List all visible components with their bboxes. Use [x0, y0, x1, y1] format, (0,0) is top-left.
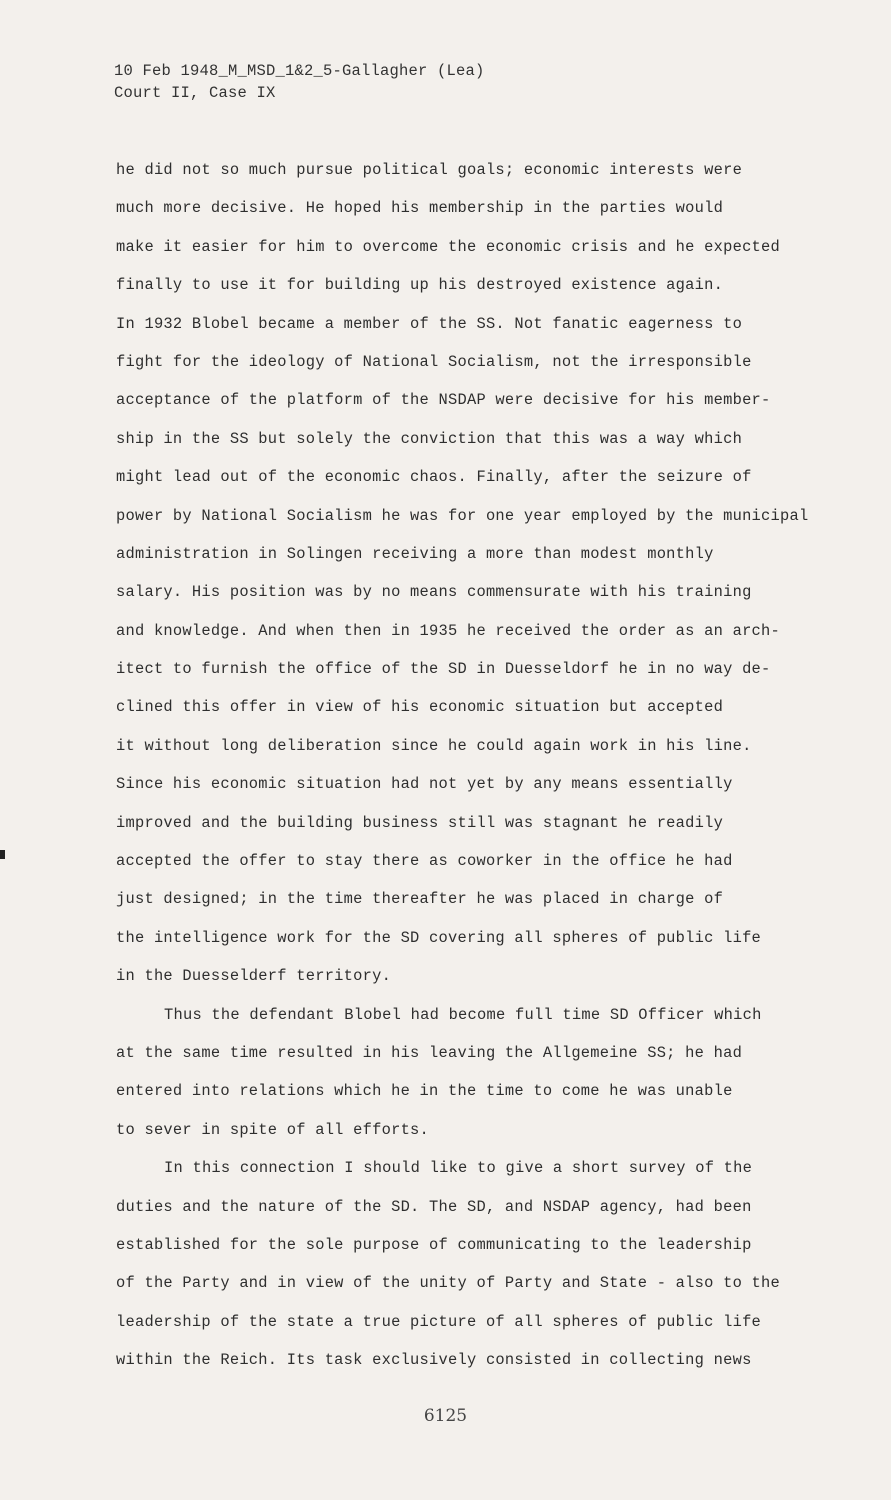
document-header [114, 60, 485, 104]
body-line: power by National Socialism he was for one year employed by the municipal [116, 506, 809, 525]
body-line: within the Reich. Its task exclusively consisted in collecting news [116, 1351, 752, 1370]
body-line: established for the sole purpose of communicating to the leadership [116, 1235, 752, 1254]
document-body [116, 156, 808, 1385]
body-line: he did not so much pursue political goals; economic interests were [116, 161, 743, 179]
body-line: Thus the defendant Blobel had become full time SD Officer which [164, 1005, 762, 1024]
body-line: accepted the offer to stay there as coworker in the office he had [116, 852, 733, 871]
body-line: salary. His position was by no means commensurate with his training [116, 583, 752, 602]
body-line: the intelligence work for the SD covering all spheres of public life [116, 928, 762, 947]
body-line: it without long deliberation since he could again work in his line. [116, 736, 752, 755]
margin-mark [0, 850, 5, 859]
header-session-line: 10 Feb 1948_M_MSD_1&2_5-Gallagher (Lea) [114, 62, 485, 80]
body-line: entered into relations which he in the time to come he was unable [116, 1082, 733, 1101]
body-line: Since his economic situation had not yet by any means essentially [116, 775, 733, 794]
body-line: ship in the SS but solely the conviction that this was a way which [116, 429, 743, 448]
body-line: in the Duesselderf territory. [116, 967, 392, 986]
body-line: and knowledge. And when then in 1935 he received the order as an arch- [116, 621, 781, 640]
body-line: acceptance of the platform of the NSDAP were decisive for his member- [116, 391, 771, 410]
body-line: clined this offer in view of his economic situation but accepted [116, 698, 724, 717]
body-line: administration in Solingen receiving a more than modest monthly [116, 544, 714, 563]
body-line: to sever in spite of all efforts. [116, 1120, 430, 1139]
body-line: just designed; in the time thereafter he was placed in charge of [116, 890, 724, 909]
body-line: leadership of the state a true picture of all spheres of public life [116, 1312, 762, 1331]
body-line: itect to furnish the office of the SD in Duesseldorf he in no way de- [116, 660, 771, 679]
body-line: at the same time resulted in his leaving the Allgemeine SS; he had [116, 1043, 743, 1062]
page-number: 6125 [423, 1406, 468, 1426]
body-line: duties and the nature of the SD. The SD, and NSDAP agency, had been [116, 1197, 752, 1216]
body-line: of the Party and in view of the unity of Party and State - also to the [116, 1274, 781, 1293]
body-line: In 1932 Blobel became a member of the SS. Not fanatic eagerness to [116, 314, 743, 333]
body-line: might lead out of the economic chaos. Finally, after the seizure of [116, 468, 752, 487]
body-line: fight for the ideology of National Socialism, not the irresponsible [116, 352, 752, 371]
body-line: finally to use it for building up his destroyed existence again. [116, 276, 724, 295]
body-line: In this connection I should like to give a short survey of the [164, 1159, 753, 1178]
body-line: improved and the building business still was stagnant he readily [116, 813, 724, 832]
body-line: much more decisive. He hoped his membership in the parties would [116, 199, 724, 218]
body-line: make it easier for him to overcome the economic crisis and he expected [116, 237, 781, 256]
header-court-line: Court II, Case IX [114, 84, 276, 102]
